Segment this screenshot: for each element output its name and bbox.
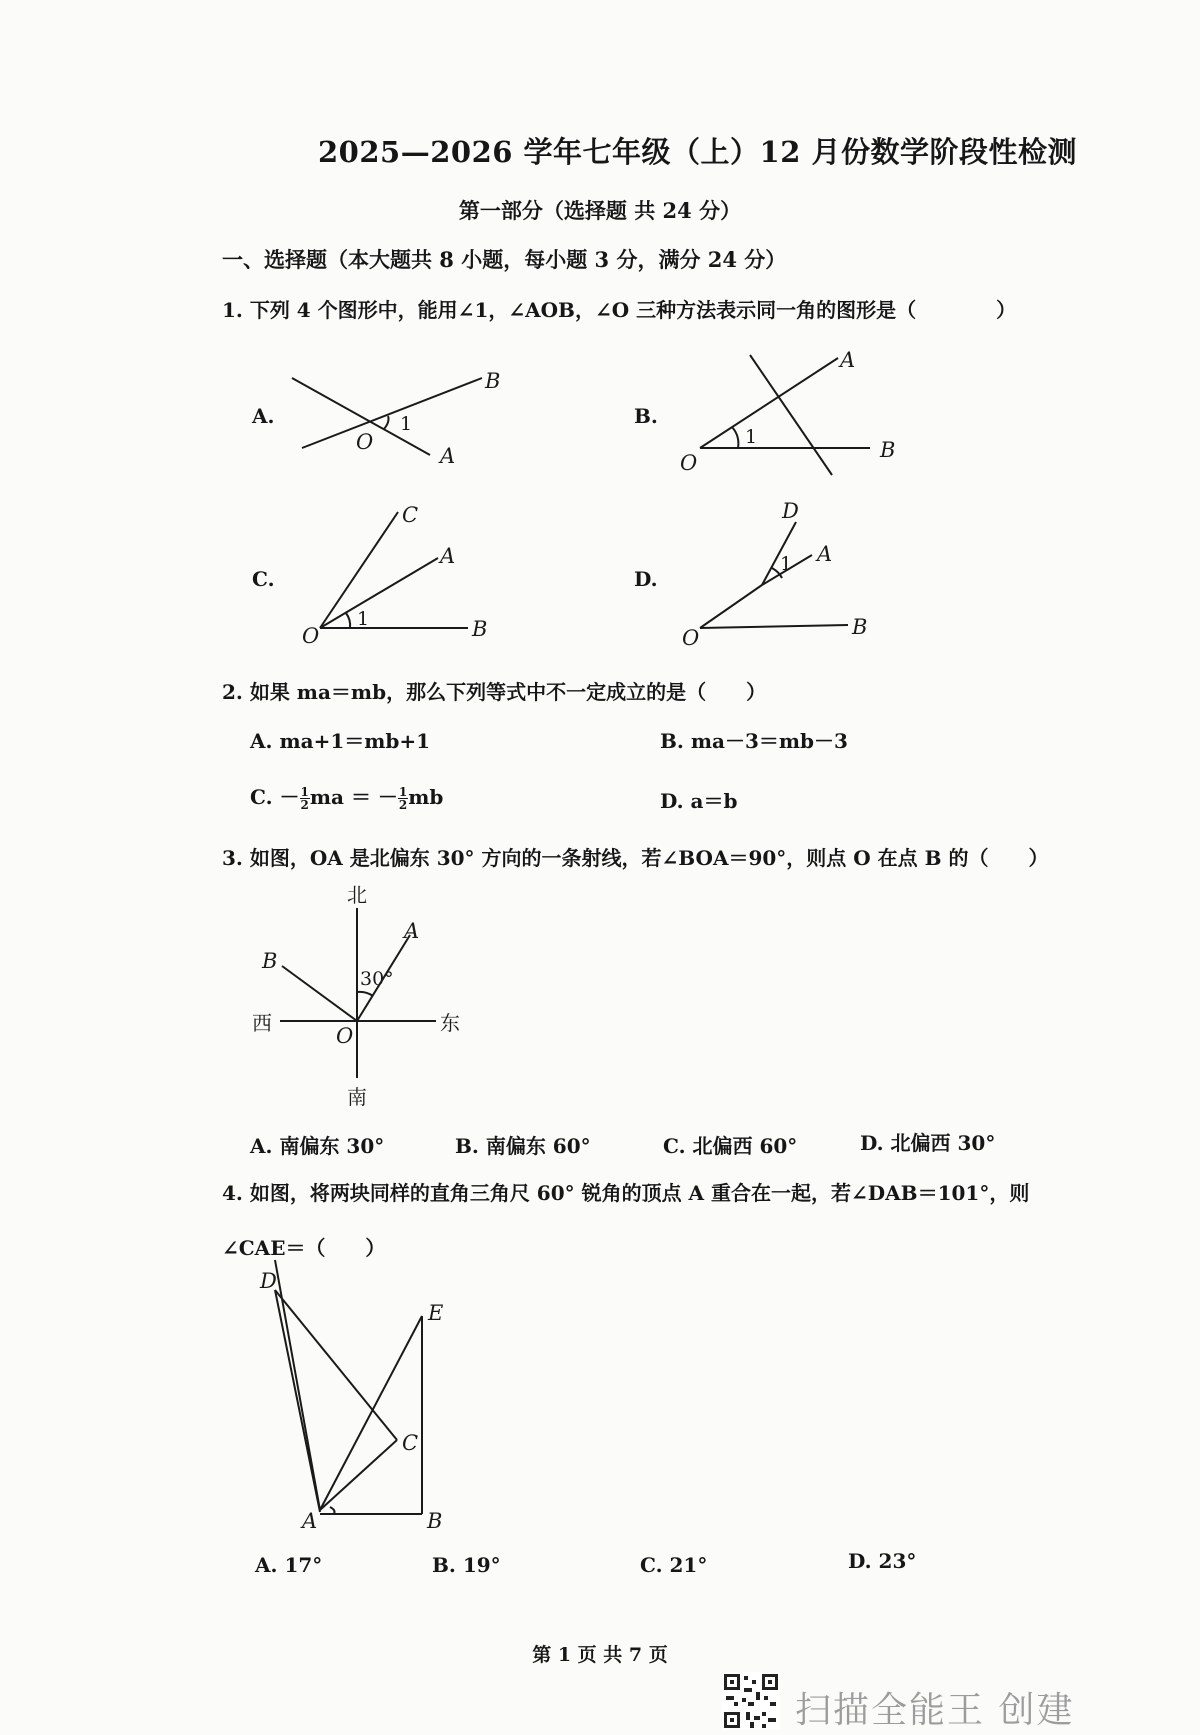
angle-arc bbox=[330, 1507, 335, 1514]
q3-stem: 3. 如图，OA 是北偏东 30° 方向的一条射线，若∠BOA＝90°，则点 O 在点 B 的（ ） bbox=[222, 846, 1049, 870]
page-footer: 第 1 页 共 7 页 bbox=[532, 1644, 668, 1666]
q2-option-c-prefix: C. － bbox=[250, 785, 300, 809]
side-da-solid bbox=[275, 1290, 320, 1512]
label-a: A bbox=[440, 444, 456, 468]
angle-arc bbox=[384, 416, 389, 429]
q4-option-d: D. 23° bbox=[848, 1549, 917, 1573]
line-cross bbox=[750, 355, 832, 475]
q2-option-d: D. a＝b bbox=[660, 789, 738, 813]
label-b: B bbox=[427, 1509, 443, 1533]
q1-figure-d bbox=[670, 500, 910, 650]
label-angle-1: 1 bbox=[400, 413, 413, 435]
q4-stem: 4. 如图，将两块同样的直角三角尺 60° 锐角的顶点 A 重合在一起，若∠DAB＝101°，则 bbox=[222, 1181, 1030, 1205]
q2-option-c-end: mb bbox=[408, 785, 444, 809]
q4-stem-line-2: ∠CAE＝（ ） bbox=[222, 1236, 386, 1260]
label-angle-1: 1 bbox=[357, 608, 370, 630]
q1-option-b-label: B. bbox=[634, 404, 658, 428]
q4-option-b: B. 19° bbox=[432, 1553, 501, 1577]
side-ae bbox=[320, 1316, 422, 1510]
label-angle-30: 30° bbox=[360, 968, 394, 990]
line-oa bbox=[320, 558, 438, 628]
label-d: D bbox=[782, 499, 799, 523]
q2-option-c bbox=[250, 781, 443, 811]
q1-option-a-label: A. bbox=[252, 404, 275, 428]
label-b: B bbox=[262, 949, 278, 973]
section-heading: 一、选择题（本大题共 8 小题，每小题 3 分，满分 24 分） bbox=[222, 247, 787, 272]
q4-triangles-figure bbox=[250, 1260, 470, 1533]
ray-ob bbox=[282, 966, 357, 1021]
angle-arc bbox=[346, 613, 350, 628]
q1-stem: 1. 下列 4 个图形中，能用∠1，∠AOB，∠O 三种方法表示同一角的图形是（ ） bbox=[222, 298, 1017, 322]
side-ac bbox=[320, 1440, 397, 1510]
label-west: 西 bbox=[252, 1011, 272, 1035]
label-a: A bbox=[440, 544, 456, 568]
label-angle-1: 1 bbox=[745, 426, 758, 448]
label-b: B bbox=[880, 438, 896, 462]
line-oa bbox=[700, 358, 838, 448]
label-b: B bbox=[485, 369, 501, 393]
label-e: E bbox=[428, 1301, 444, 1325]
q3-compass-figure bbox=[240, 880, 480, 1110]
angle-arc bbox=[732, 427, 738, 448]
label-a: A bbox=[404, 919, 420, 943]
label-b: B bbox=[852, 615, 868, 639]
line-ov bbox=[700, 585, 762, 628]
label-angle-1: 1 bbox=[780, 553, 793, 575]
q2-option-c-mid: ma ＝ － bbox=[309, 785, 398, 809]
angle-arc bbox=[357, 992, 373, 996]
exam-title: 2025—2026 学年七年级（上）12 月份数学阶段性检测 bbox=[318, 135, 1077, 169]
label-b: B bbox=[472, 617, 488, 641]
q2-stem: 2. 如果 ma＝mb，那么下列等式中不一定成立的是（ ） bbox=[222, 680, 767, 704]
q3-option-a: A. 南偏东 30° bbox=[250, 1134, 385, 1158]
label-c: C bbox=[402, 503, 419, 527]
q1-option-c-label: C. bbox=[252, 567, 275, 591]
line-ob bbox=[302, 378, 482, 448]
q1-figure-c bbox=[290, 500, 520, 650]
qr-code-icon bbox=[722, 1672, 780, 1730]
q1-figure-b bbox=[670, 340, 910, 480]
fraction-half-2: $\frac{1}{2}$ bbox=[398, 785, 408, 812]
label-c: C bbox=[402, 1431, 419, 1455]
label-o: O bbox=[356, 430, 374, 454]
q2-option-a: A. ma+1＝mb+1 bbox=[250, 729, 431, 753]
label-north: 北 bbox=[347, 883, 367, 907]
label-d: D bbox=[260, 1269, 277, 1293]
q2-option-b: B. ma－3＝mb－3 bbox=[660, 729, 848, 753]
label-a: A bbox=[302, 1509, 318, 1533]
label-a: A bbox=[817, 542, 833, 566]
label-south: 南 bbox=[347, 1085, 367, 1109]
q1-figure-a bbox=[280, 360, 520, 470]
label-east: 东 bbox=[440, 1011, 460, 1035]
q3-option-b: B. 南偏东 60° bbox=[455, 1134, 591, 1158]
scanner-watermark: 扫描全能王 创建 bbox=[795, 1690, 1075, 1731]
line-ob bbox=[700, 625, 848, 628]
fraction-half-1: $\frac{1}{2}$ bbox=[300, 785, 309, 812]
q3-option-c: C. 北偏西 60° bbox=[663, 1134, 798, 1158]
label-o: O bbox=[302, 624, 320, 648]
part-heading: 第一部分（选择题 共 24 分） bbox=[458, 198, 742, 223]
label-a: A bbox=[840, 348, 856, 372]
label-o: O bbox=[682, 626, 700, 650]
label-o: O bbox=[680, 451, 698, 475]
q3-option-d: D. 北偏西 30° bbox=[860, 1131, 996, 1155]
label-o: O bbox=[336, 1024, 354, 1048]
q4-option-a: A. 17° bbox=[255, 1553, 323, 1577]
q1-option-d-label: D. bbox=[634, 567, 658, 591]
q4-option-c: C. 21° bbox=[640, 1553, 708, 1577]
